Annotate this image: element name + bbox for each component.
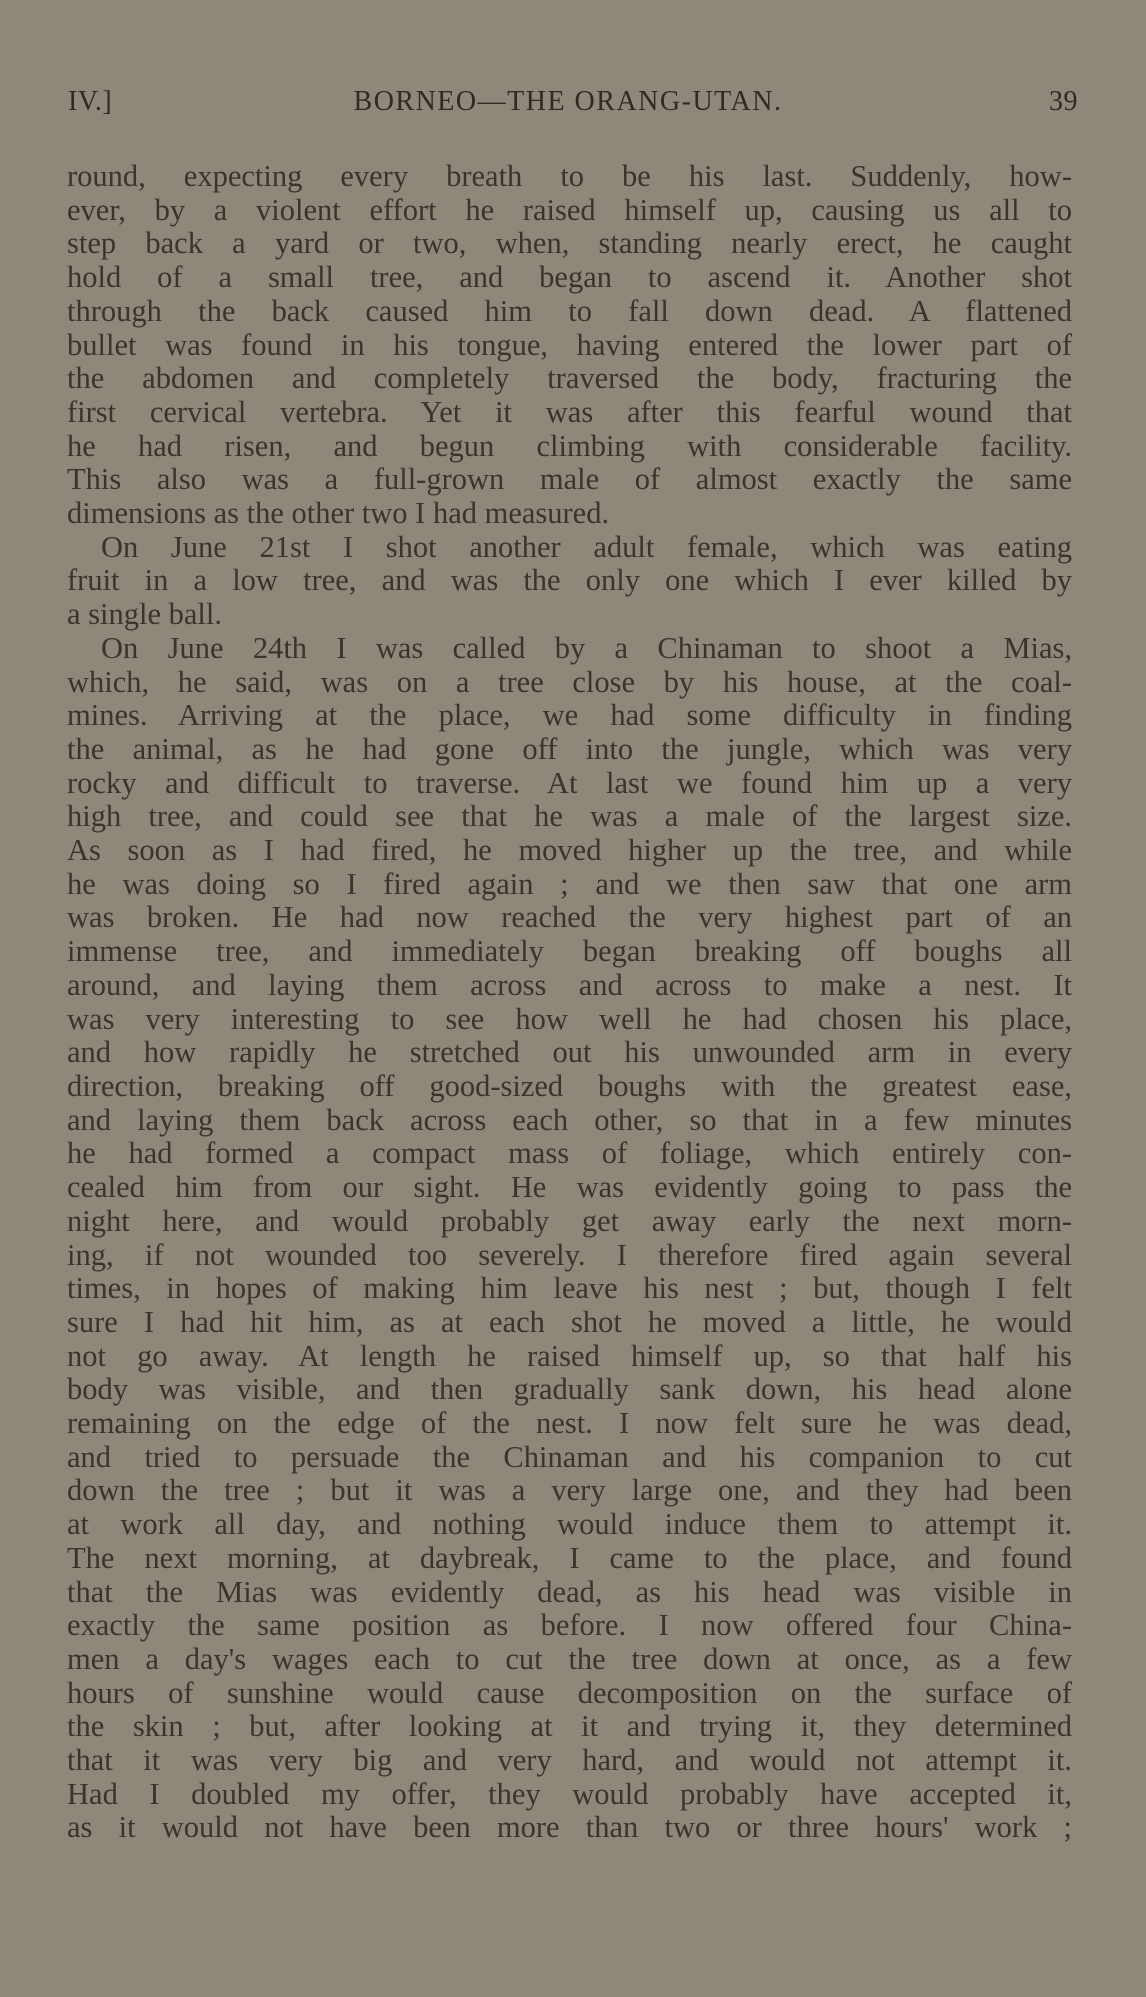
text-line: sure I had hit him, as at each shot he moved a little, he would <box>67 1304 1072 1339</box>
text-line: On June 24th I was called by a Chinaman to shoot a Mias, <box>101 630 1072 665</box>
text-line: immense tree, and immediately began breaking off boughs all <box>67 934 1072 969</box>
page-header <box>58 86 1078 126</box>
text-line: round, expecting every breath to be his last. Suddenly, how- <box>67 159 1072 193</box>
text-line: dimensions as the other two I had measured. <box>67 496 610 531</box>
text-line: exactly the same position as before. I now offered four China- <box>67 1608 1072 1643</box>
text-line: ever, by a violent effort he raised himself up, causing us all to <box>67 192 1072 227</box>
text-line: he was doing so I fired again ; and we then saw that one arm <box>67 866 1072 901</box>
text-line: was broken. He had now reached the very highest part of an <box>67 900 1072 935</box>
text-line: was very interesting to see how well he had chosen his place, <box>67 1001 1072 1036</box>
text-line: Had I doubled my offer, they would probably have accepted it, <box>67 1776 1072 1811</box>
text-line: mines. Arriving at the place, we had some difficulty in finding <box>67 698 1072 733</box>
text-line: This also was a full-grown male of almost exactly the same <box>67 462 1072 497</box>
text-line: which, he said, was on a tree close by his house, at the coal- <box>67 664 1072 699</box>
running-title: BORNEO—THE ORANG-UTAN. <box>353 86 783 117</box>
text-line: The next morning, at daybreak, I came to the place, and found <box>67 1540 1072 1575</box>
text-line: hold of a small tree, and began to ascend it. Another shot <box>67 260 1072 295</box>
text-line: down the tree ; but it was a very large one, and they had been <box>67 1473 1072 1508</box>
text-line: step back a yard or two, when, standing nearly erect, he caught <box>67 226 1072 261</box>
text-line: cealed him from our sight. He was evidently going to pass the <box>67 1170 1072 1205</box>
text-line: and how rapidly he stretched out his unwounded arm in every <box>67 1035 1072 1070</box>
page-number: 39 <box>1049 86 1078 117</box>
text-line: men a day's wages each to cut the tree down at once, as a few <box>67 1641 1072 1676</box>
text-line: times, in hopes of making him leave his nest ; but, though I felt <box>67 1271 1072 1306</box>
text-line: through the back caused him to fall down dead. A flattened <box>67 293 1072 328</box>
text-line: at work all day, and nothing would induce them to attempt it. <box>67 1507 1072 1542</box>
text-line: remaining on the edge of the nest. I now felt sure he was dead, <box>67 1406 1072 1441</box>
text-line: as it would not have been more than two or three hours' work ; <box>67 1810 1072 1845</box>
text-line: high tree, and could see that he was a male of the largest size. <box>67 799 1072 834</box>
chapter-marker: IV.] <box>68 86 113 117</box>
text-line: direction, breaking off good-sized boughs with the greatest ease, <box>67 1068 1072 1103</box>
text-line: a single ball. <box>67 597 223 632</box>
text-line: hours of sunshine would cause decomposition on the surface of <box>67 1675 1072 1710</box>
text-line: rocky and difficult to traverse. At last we found him up a very <box>67 765 1072 800</box>
text-line: that the Mias was evidently dead, as his head was visible in <box>67 1574 1072 1609</box>
text-line: and laying them back across each other, so that in a few minutes <box>67 1102 1072 1137</box>
text-line: he had risen, and begun climbing with considerable facility. <box>67 428 1072 463</box>
text-line: fruit in a low tree, and was the only one which I ever killed by <box>67 563 1072 598</box>
text-line: first cervical vertebra. Yet it was after this fearful wound that <box>67 394 1072 429</box>
text-line: the skin ; but, after looking at it and trying it, they determined <box>67 1709 1072 1744</box>
text-line: the abdomen and completely traversed the body, fracturing the <box>67 361 1072 396</box>
text-line: the animal, as he had gone off into the jungle, which was very <box>67 731 1072 766</box>
text-line: body was visible, and then gradually sank down, his head alone <box>67 1372 1072 1407</box>
text-line: and tried to persuade the Chinaman and his companion to cut <box>67 1439 1072 1474</box>
text-line: As soon as I had fired, he moved higher up the tree, and while <box>67 833 1072 868</box>
text-line: bullet was found in his tongue, having entered the lower part of <box>67 327 1072 362</box>
text-line: ing, if not wounded too severely. I therefore fired again several <box>67 1237 1072 1272</box>
body-text <box>67 160 1072 1845</box>
text-line: he had formed a compact mass of foliage, which entirely con- <box>67 1136 1072 1171</box>
text-line: night here, and would probably get away early the next morn- <box>67 1203 1072 1238</box>
text-line: On June 21st I shot another adult female, which was eating <box>101 529 1072 564</box>
text-line: that it was very big and very hard, and would not attempt it. <box>67 1743 1072 1778</box>
text-line: not go away. At length he raised himself up, so that half his <box>67 1338 1072 1373</box>
text-line: around, and laying them across and across to make a nest. It <box>67 967 1072 1002</box>
